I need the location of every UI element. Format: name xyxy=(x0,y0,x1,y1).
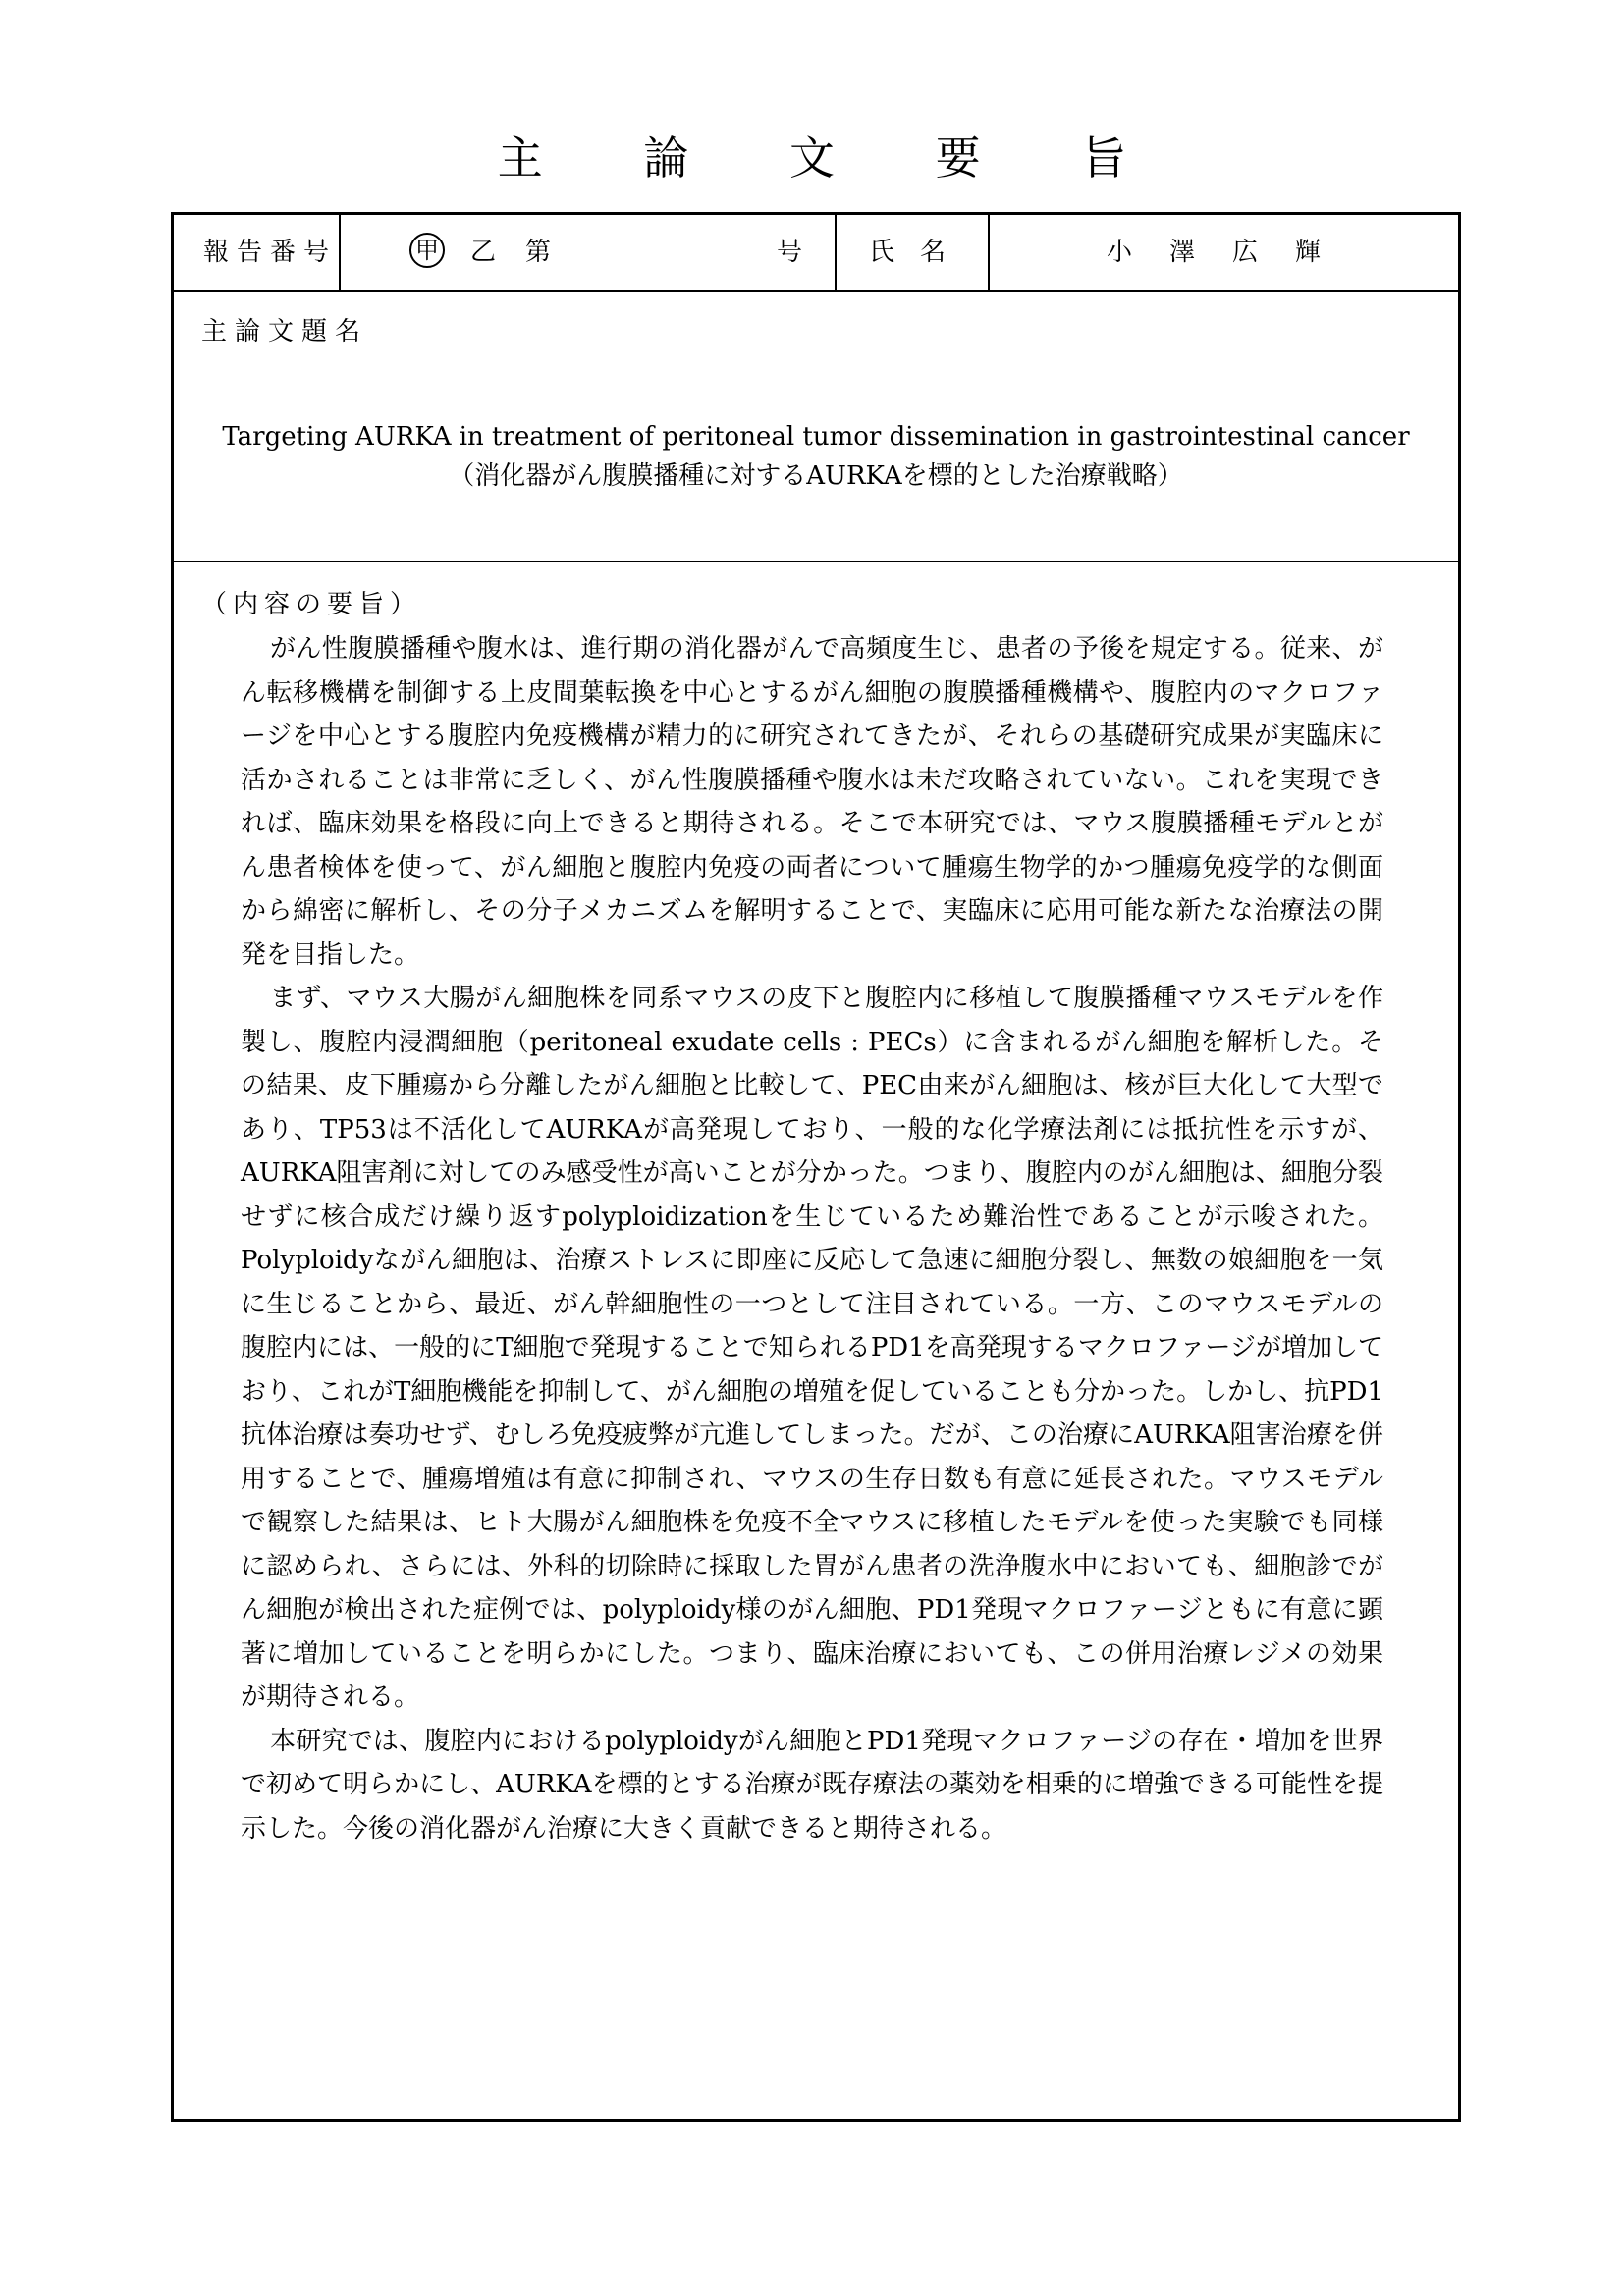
abstract-form xyxy=(171,212,1461,2122)
name-label: 氏 名 xyxy=(869,238,947,267)
thesis-title-english: Targeting AURKA in treatment of peritoneal tumor dissemination in gastrointestinal cancer xyxy=(222,422,1410,452)
report-number-label: 報告番号 xyxy=(203,238,338,267)
divider xyxy=(835,215,837,290)
document-title: 主 論 文 要 旨 xyxy=(497,132,1170,185)
abstract-paragraph: まず、マウス大腸がん細胞株を同系マウスの皮下と腹腔内に移植して腹膜播種マウスモデルを作製し、腹腔内浸潤細胞（peritoneal exudate cells : PECs）に含まれるがん細胞を解析した。その結果、皮下腫瘍から分離したがん細胞と比較して、PEC由来がん細胞は、核が巨大化して大型であり、TP53は不活化してAURKAが高発現しており、一般的な化学療法剤には抵抗性を示すが、AURKA阻害剤に対してのみ感受性が高いことが分かった。つまり、腹腔内のがん細胞は、細胞分裂せずに核合成だけ繰り返すpolyploidizationを生じているため難治性であることが示唆された。Polyploidyながん細胞は、治療ストレスに即座に反応して急速に細胞分裂し、無数の娘細胞を一気に生じることから、最近、がん幹細胞性の一つとして注目されている。一方、このマウスモデルの腹腔内には、一般的にT細胞で発現することで知られるPD1を高発現するマクロファージが増加しており、これがT細胞機能を抑制して、がん細胞の増殖を促していることも分かった。しかし、抗PD1抗体治療は奏功せず、むしろ免疫疲弊が亢進してしまった。だが、この治療にAURKA阻害治療を併用することで、腫瘍増殖は有意に抑制され、マウスの生存日数も有意に延長された。マウスモデルで観察した結果は、ヒト大腸がん細胞株を免疫不全マウスに移植したモデルを使った実験でも同様に認められ、さらには、外科的切除時に採取した胃がん患者の洗浄腹水中においても、細胞診でがん細胞が検出された症例では、polyploidy様のがん細胞、PD1発現マクロファージともに有意に顕著に増加していることを明らかにした。つまり、臨床治療においても、この併用治療レジメの効果が期待される。 xyxy=(241,984,1383,1712)
row-divider xyxy=(174,561,1458,562)
abstract-paragraph: 本研究では、腹腔内におけるpolyploidyがん細胞とPD1発現マクロファージの存在・増加を世界で初めて明らかにし、AURKAを標的とする治療が既存療法の薬効を相乗的に増強できる可能性を提示した。今後の消化器がん治療に大きく貢献できると期待される。 xyxy=(241,1726,1383,1843)
abstract-heading: （内容の要旨） xyxy=(201,590,422,619)
divider xyxy=(988,215,990,290)
dai-text: 第 xyxy=(525,238,552,267)
gou-text: 号 xyxy=(777,238,803,267)
abstract-body xyxy=(241,627,1383,1850)
divider xyxy=(339,215,341,290)
abstract-paragraph: がん性腹膜播種や腹水は、進行期の消化器がんで高頻度生じ、患者の予後を規定する。従来、がん転移機構を制御する上皮間葉転換を中心とするがん細胞の腹膜播種機構や、腹腔内のマクロファージを中心とする腹腔内免疫機構が精力的に研究されてきたが、それらの基礎研究成果が実臨床に活かされることは非常に乏しく、がん性腹膜播種や腹水は未だ攻略されていない。これを実現できれば、臨床効果を格段に向上できると期待される。そこで本研究では、マウス腹膜播種モデルとがん患者検体を使って、がん細胞と腹腔内免疫の両者について腫瘍生物学的かつ腫瘍免疫学的な側面から綿密に解析し、その分子メカニズムを解明することで、実臨床に応用可能な新たな治療法の開発を目指した。 xyxy=(241,634,1383,970)
thesis-title-japanese: （消化器がん腹膜播種に対するAURKAを標的とした治療戦略） xyxy=(449,461,1183,491)
author-name: 小 澤 広 輝 xyxy=(1107,238,1327,267)
thesis-title-label: 主論文題名 xyxy=(201,317,369,347)
kou-circle-mark: 甲 xyxy=(409,233,445,268)
otsu-text: 乙 xyxy=(470,238,497,267)
row-divider xyxy=(174,290,1458,292)
